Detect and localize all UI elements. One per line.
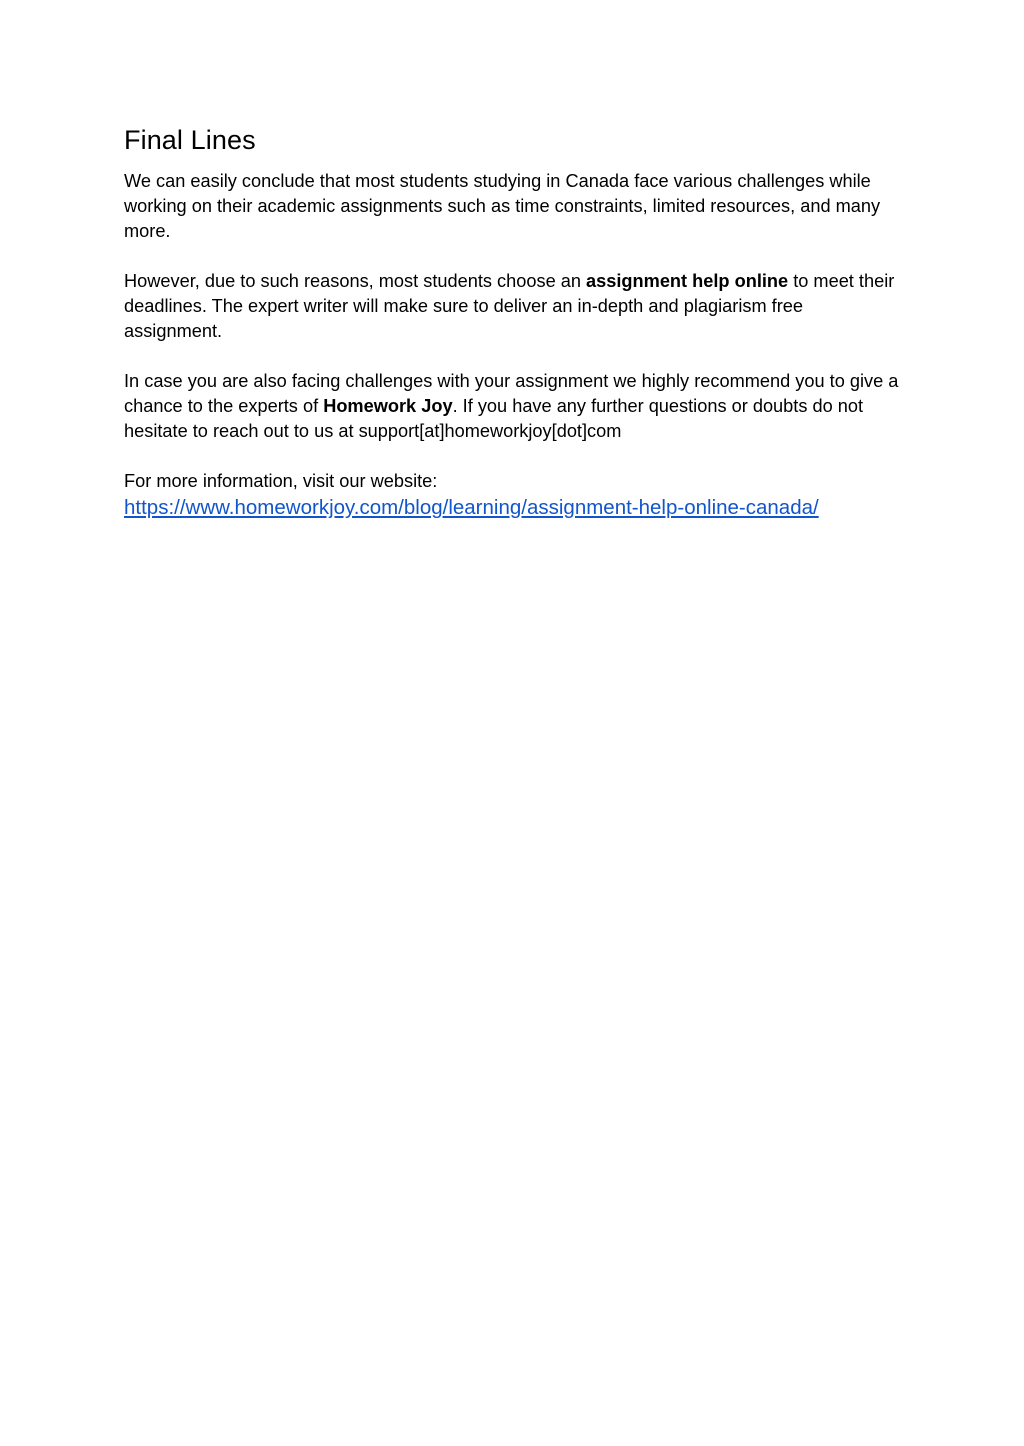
paragraph-conclusion: We can easily conclude that most students studying in Canada face various challenges while working on their academic assignments such as time constraints, limited resources, and many more. (124, 171, 881, 241)
paragraph-text: In case you are also facing challenges with your assignment we highly recommend you to give a chance to the experts of (124, 371, 899, 416)
paragraph-text: However, due to such reasons, most students choose an (124, 271, 587, 291)
bold-brand-name: Homework Joy (323, 396, 453, 416)
paragraph-text: to meet their deadlines. The expert writer will make sure to deliver an in-depth and plagiarism free assignment. (124, 271, 895, 341)
page-title: Final Lines (124, 125, 256, 155)
paragraph-text: . If you have any further questions or doubts do not hesitate to reach out to us at support[at]homeworkjoy[dot]com (124, 396, 864, 441)
paragraph-website (124, 469, 904, 521)
bold-keyword: assignment help online (586, 271, 789, 291)
document-page (124, 120, 904, 521)
website-label: For more information, visit our website: (124, 471, 438, 491)
paragraph-homework-joy (124, 369, 904, 444)
website-link[interactable]: https://www.homeworkjoy.com/blog/learning/assignment-help-online-canada/ (124, 496, 819, 519)
paragraph-assignment-help (124, 269, 904, 344)
